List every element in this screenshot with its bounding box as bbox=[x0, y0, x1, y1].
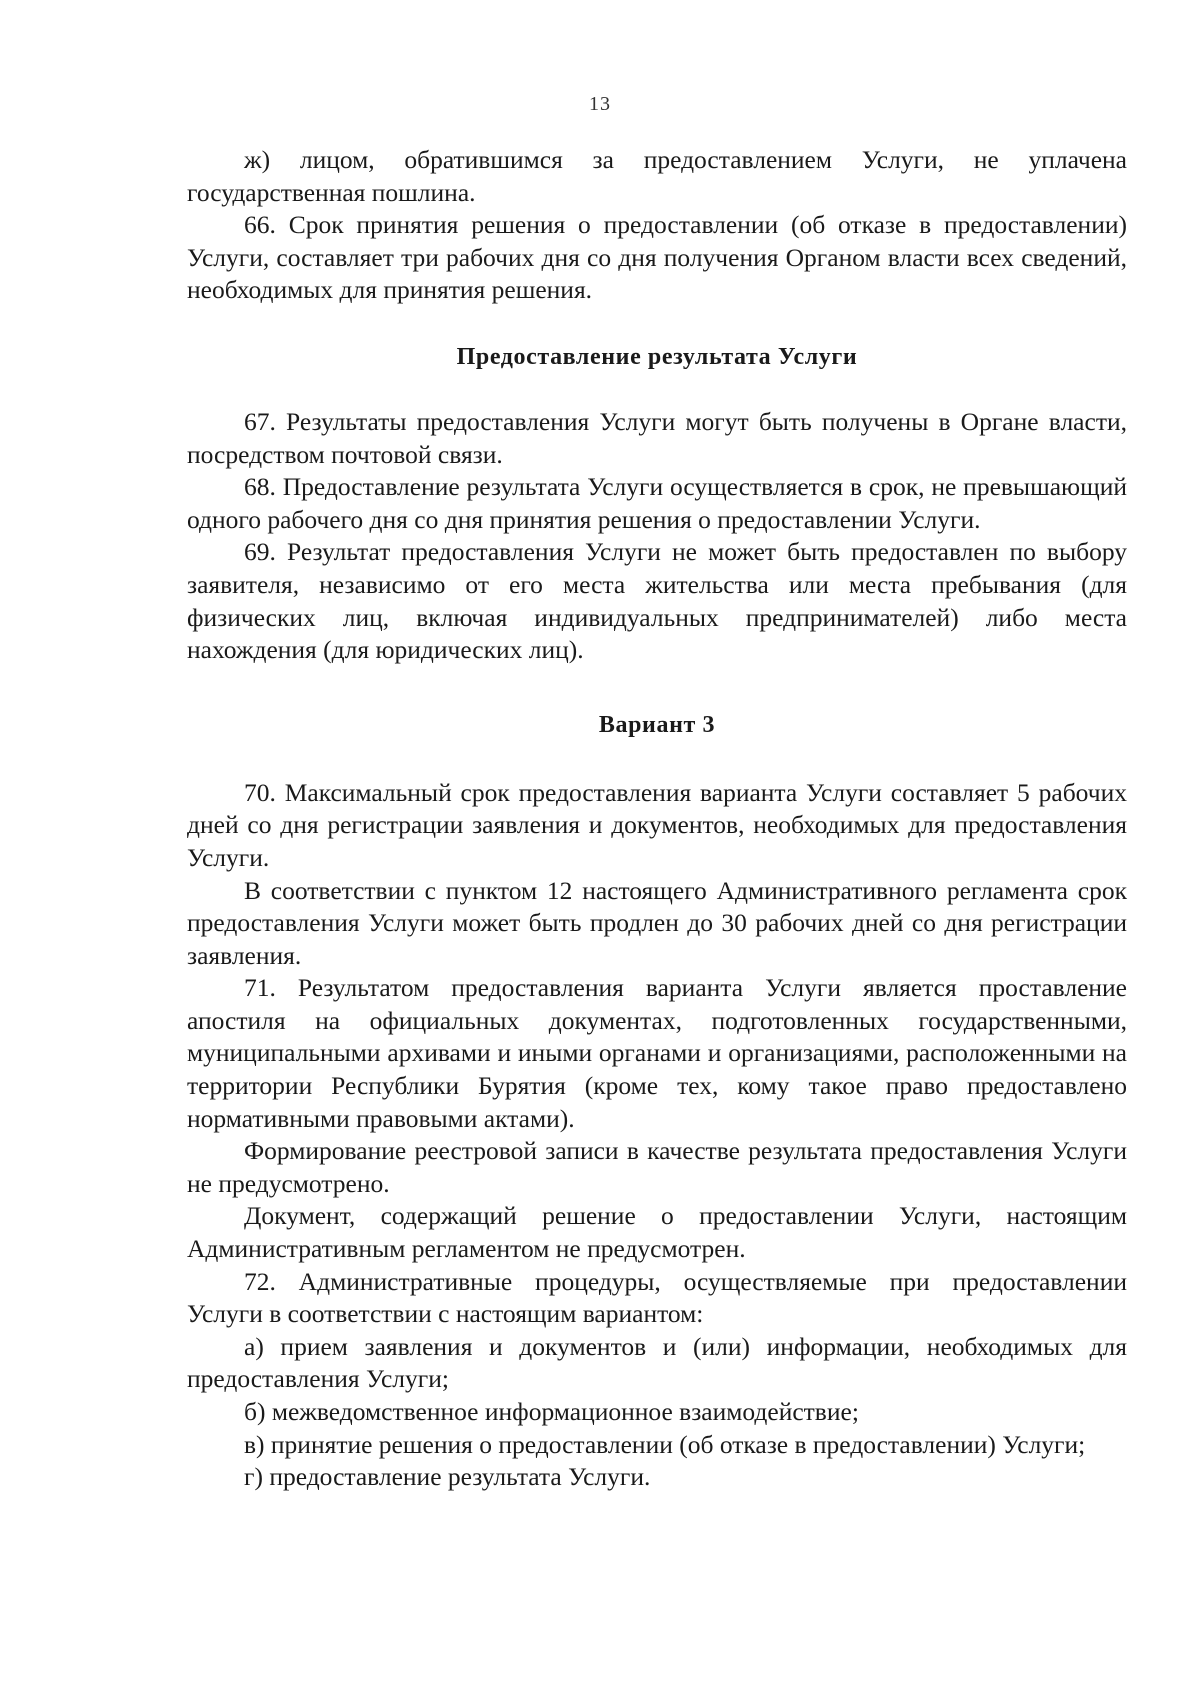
paragraph-71-document: Документ, содержащий решение о предоставлении Услуги, настоящим Административным регламентом не предусмотрен. bbox=[187, 1201, 1127, 1264]
list-item-b: б) межведомственное информационное взаимодействие; bbox=[244, 1397, 859, 1426]
list-item-v: в) принятие решения о предоставлении (об отказе в предоставлении) Услуги; bbox=[244, 1429, 1086, 1459]
paragraph-69: 69. Результат предоставления Услуги не может быть предоставлен по выбору заявителя, независимо от его места жительства или места пребывания (для физических лиц, включая индивидуальных предпринимателей) либо места нахождения (для юридических лиц). bbox=[187, 537, 1127, 665]
spacer bbox=[187, 741, 1127, 777]
document-body bbox=[187, 144, 1127, 1494]
spacer bbox=[187, 307, 1127, 341]
spacer bbox=[187, 373, 1127, 406]
paragraph-zh: ж) лицом, обратившимся за предоставлением Услуги, не уплачена государственная пошлина. bbox=[187, 145, 1127, 207]
paragraph-66: 66. Срок принятия решения о предоставлении (об отказе в предоставлении) Услуги, составляет три рабочих дня со дня получения Органом власти всех сведений, необходимых для принятия решения. bbox=[187, 210, 1127, 305]
paragraph-67: 67. Результаты предоставления Услуги могут быть получены в Органе власти, посредством почтовой связи. bbox=[187, 406, 1127, 469]
page-number: 13 bbox=[589, 93, 611, 115]
paragraph-71-registry: Формирование реестровой записи в качестве результата предоставления Услуги не предусмотрено. bbox=[187, 1136, 1127, 1198]
list-item-a: а) прием заявления и документов и (или) информации, необходимых для предоставления Услуги; bbox=[187, 1331, 1127, 1394]
paragraph-70-extension: В соответствии с пунктом 12 настоящего Административного регламента срок предоставления Услуги может быть продлен до 30 рабочих дней со дня регистрации заявления. bbox=[187, 875, 1127, 970]
paragraph-72: 72. Административные процедуры, осуществляемые при предоставлении Услуги в соответствии с настоящим вариантом: bbox=[187, 1266, 1127, 1329]
paragraph-70: 70. Максимальный срок предоставления варианта Услуги составляет 5 рабочих дней со дня регистрации заявления и документов, необходимых для предоставления Услуги. bbox=[187, 777, 1127, 872]
section-heading-result: Предоставление результата Услуги bbox=[456, 343, 858, 370]
paragraph-68: 68. Предоставление результата Услуги осуществляется в срок, не превышающий одного рабочего дня со дня принятия решения о предоставлении Услуги. bbox=[187, 472, 1127, 534]
section-heading-variant-3: Вариант 3 bbox=[598, 711, 716, 738]
paragraph-71: 71. Результатом предоставления варианта Услуги является проставление апостиля на официальных документах, подготовленных государственными, муниципальными архивами и иными органами и организациями, расположенными на территории Республики Бурятия (кроме тех, кому такое право предоставлено нормативными правовыми актами). bbox=[187, 973, 1127, 1133]
spacer bbox=[187, 667, 1127, 709]
list-item-g: г) предоставление результата Услуги. bbox=[244, 1462, 651, 1492]
